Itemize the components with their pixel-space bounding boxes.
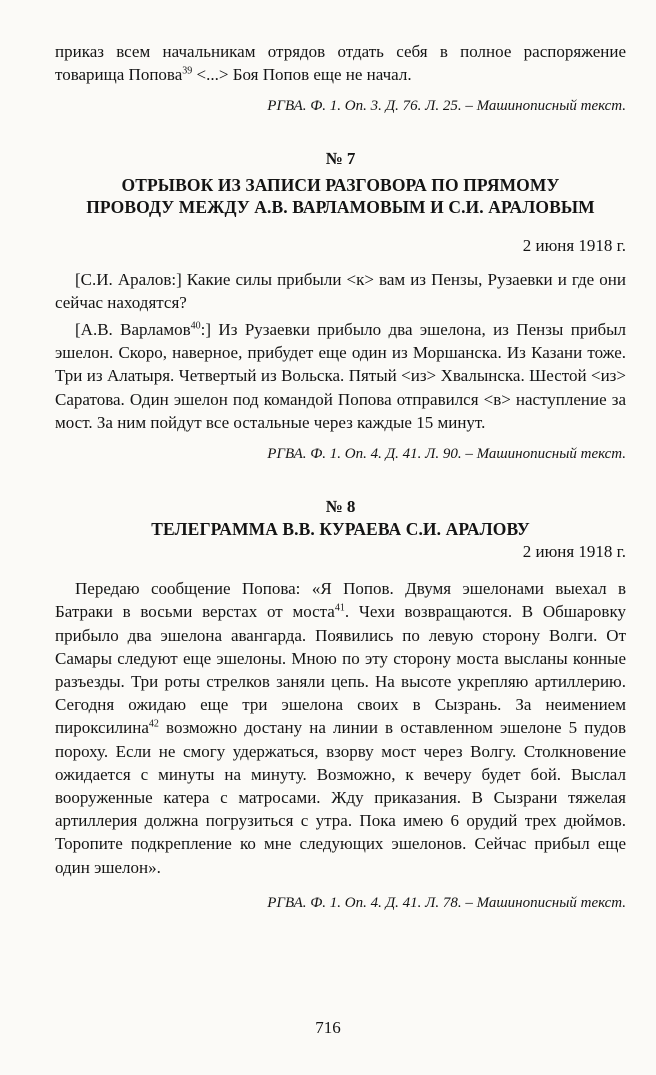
archive-source: РГВА. Ф. 1. Оп. 3. Д. 76. Л. 25. – Машинописный текст. xyxy=(267,98,626,115)
dialogue-text-end: :] Из Рузаевки прибыло два эшелона, из Пензы прибыл эшелон. Скоро, наверное, прибудет еще один из Моршанска. Из Казани тоже. Три из Алатыря. Четвертый из Вольска. Пятый <из> Хвалынска. Шестой <из> Саратова. Один эшелон под командой Попова отправился <в> наступление за мост. За ним пойдут все остальные через каждые 15 минут. xyxy=(55,320,626,432)
archive-source: РГВА. Ф. 1. Оп. 4. Д. 41. Л. 78. – Машинописный текст. xyxy=(267,894,626,911)
telegram-text-mid: . Чехи возвращаются. В Обшаровку прибыло два эшелона авангарда. Появились по левую сторону Волги. От Самары следуют еще эшелоны. Мною по эту сторону моста высланы конные разъезды. Три роты стрелков заняли цепь. На высоте укрепляю артиллерию. Сегодня ожидаю еще три эшелона своих в Сызрань. За неимением пироксилина xyxy=(55,602,626,738)
document-page xyxy=(55,40,626,913)
intro-paragraph xyxy=(55,40,626,86)
footnote-ref[interactable]: 42 xyxy=(148,718,159,730)
telegram-text: Передаю сообщение Попова: «Я Попов. Двумя эшелонами выехал в Батраки в восьми верстах от моста xyxy=(55,579,626,622)
page-number: 716 xyxy=(315,1018,341,1037)
intro-text: приказ всем начальникам отрядов отдать себя в полное распоряжение товарища Попова xyxy=(55,42,626,85)
document-date: 2 июня 1918 г. xyxy=(522,542,626,562)
archive-source: РГВА. Ф. 1. Оп. 4. Д. 41. Л. 90. – Машинописный текст. xyxy=(267,446,626,463)
footnote-ref[interactable]: 41 xyxy=(334,602,345,614)
document-number: № 7 xyxy=(325,149,356,169)
intro-text-end: <...> Боя Попов еще не начал. xyxy=(192,65,412,85)
document-date: 2 июня 1918 г. xyxy=(522,236,626,256)
telegram-text-end: возможно достану на линии в оставленном эшелоне 5 пудов пороху. Если не смогу удержаться, взорву мост через Волгу. Столкновение ожидается с минуты на минуту. Возможно, к вечеру будет бой. Выслал вооруженные катера с матросами. Жду приказания. В Сызрани тяжелая артиллерия должна погрузиться с утра. Пока имею 6 орудий трех дюймов. Торопите подкрепление ко мне следующих эшелонов. Сейчас прибыл еще один эшелон». xyxy=(55,718,626,877)
dialogue-paragraph xyxy=(55,318,626,434)
dialogue-paragraph: [С.И. Аралов:] Какие силы прибыли <к> вам из Пензы, Рузаевки и где они сейчас находятся? xyxy=(55,269,626,312)
document-number: № 8 xyxy=(325,497,356,517)
document-title: ОТРЫВОК ИЗ ЗАПИСИ РАЗГОВОРА ПО ПРЯМОМУ ПРОВОДУ МЕЖДУ А.В. ВАРЛАМОВЫМ И С.И. АРАЛОВЫМ xyxy=(86,175,595,218)
telegram-paragraph xyxy=(55,577,626,879)
footnote-ref[interactable]: 39 xyxy=(182,65,193,77)
dialogue-text: [А.В. Варламов xyxy=(75,320,191,340)
document-title: ТЕЛЕГРАММА В.В. КУРАЕВА С.И. АРАЛОВУ xyxy=(151,519,530,540)
footnote-ref[interactable]: 40 xyxy=(190,320,201,332)
